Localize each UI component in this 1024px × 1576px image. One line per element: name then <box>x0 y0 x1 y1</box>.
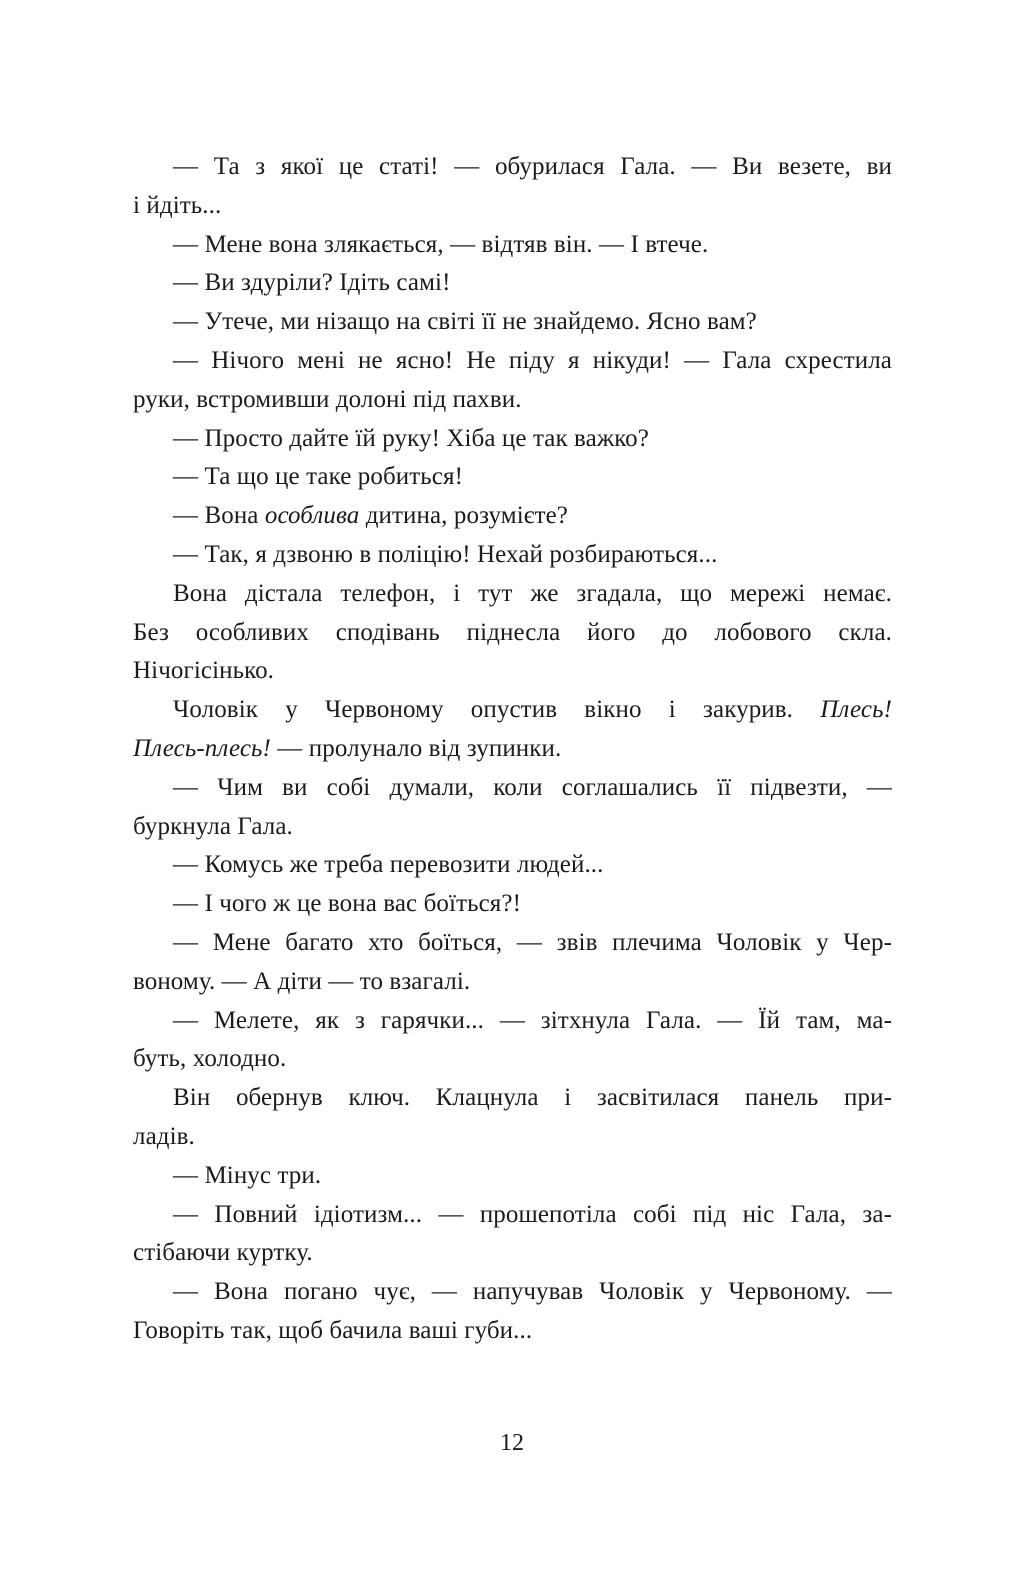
text-line <box>133 1002 892 1041</box>
text-line <box>133 342 892 381</box>
text-line <box>133 187 892 226</box>
italic-text-segment: Плесь! <box>820 696 892 724</box>
text-segment: — Повний ідіотизм... — прошепотіла собі під ніс Гала, за- <box>173 1200 892 1228</box>
text-segment: — Комусь же треба перевозити людей... <box>173 851 604 879</box>
text-segment: — Чим ви собі думали, коли соглашались її підвезти, — <box>173 773 892 801</box>
text-segment: — Вона <box>173 502 265 530</box>
text-segment: і йдіть... <box>133 191 222 219</box>
text-segment: воному. — А діти — то взагалі. <box>133 967 471 995</box>
text-line <box>133 730 892 769</box>
text-block <box>133 148 892 1351</box>
text-line <box>133 1157 892 1196</box>
text-segment: Вона дістала телефон, і тут же згадала, що мережі немає. <box>173 579 892 607</box>
text-line <box>133 1079 892 1118</box>
text-line <box>133 808 892 847</box>
text-line <box>133 1273 892 1312</box>
text-segment: руки, встромивши долоні під пахви. <box>133 385 522 413</box>
text-segment: — пролунало від зупинки. <box>270 734 562 762</box>
text-segment: Чоловік у Червоному опустив вікно і закурив. <box>173 696 821 724</box>
text-segment: — Мене вона злякається, — відтяв він. — І втече. <box>173 230 709 258</box>
page-number: 12 <box>500 1430 524 1456</box>
text-segment: Він обернув ключ. Клацнула і засвітилася панель при- <box>173 1084 892 1112</box>
text-line <box>133 381 892 420</box>
text-line <box>133 264 892 303</box>
text-line <box>133 769 892 808</box>
text-line <box>133 303 892 342</box>
text-line <box>133 1312 892 1351</box>
text-line <box>133 1040 892 1079</box>
text-segment: ладів. <box>133 1122 195 1150</box>
text-segment: Без особливих сподівань піднесла його до лобового скла. <box>133 618 892 646</box>
text-segment: Нічогісінько. <box>133 657 275 685</box>
text-segment: — Вона погано чує, — напучував Чоловік у Червоному. — <box>173 1278 892 1306</box>
text-segment: — Та з якої це статі! — обурилася Гала. — Ви везете, ви <box>173 153 892 180</box>
text-segment: — Мене багато хто боїться, — звів плечима Чоловік у Чер- <box>173 928 892 956</box>
text-segment: стібаючи куртку. <box>133 1239 313 1267</box>
text-line <box>133 846 892 885</box>
text-line <box>133 691 892 730</box>
text-line <box>133 1196 892 1235</box>
italic-text-segment: Плесь-плесь! <box>133 734 271 762</box>
text-segment: — Нічого мені не ясно! Не піду я нікуди! — Гала схрестила <box>173 346 892 374</box>
text-line <box>133 458 892 497</box>
text-line <box>133 963 892 1002</box>
text-line <box>133 924 892 963</box>
text-segment: — Так, я дзвоню в поліцію! Нехай розбираються... <box>173 540 718 568</box>
text-line <box>133 885 892 924</box>
text-line <box>133 226 892 265</box>
text-line <box>133 536 892 575</box>
text-segment: буть, холодно. <box>133 1045 287 1073</box>
text-segment: — І чого ж це вона вас боїться?! <box>173 890 522 918</box>
italic-text-segment: особлива <box>264 502 360 530</box>
text-line <box>133 575 892 614</box>
text-line <box>133 1234 892 1273</box>
text-segment: — Мелете, як з гарячки... — зітхнула Гала. — Їй там, ма- <box>173 1006 892 1034</box>
text-segment: — Мінус три. <box>173 1161 322 1189</box>
text-segment: дитина, розумієте? <box>359 502 569 530</box>
text-line <box>133 614 892 653</box>
text-segment: буркнула Гала. <box>133 812 293 840</box>
text-segment: — Ви здуріли? Ідіть самі! <box>173 269 451 297</box>
text-line <box>133 148 892 187</box>
text-segment: — Та що це таке робиться! <box>173 463 464 491</box>
text-segment: — Утече, ми нізащо на світі її не знайдемо. Ясно вам? <box>173 308 757 336</box>
text-line <box>133 652 892 691</box>
text-line <box>133 497 892 536</box>
text-segment: Говоріть так, щоб бачила ваші губи... <box>133 1316 533 1344</box>
text-line <box>133 420 892 459</box>
text-line <box>133 1118 892 1157</box>
text-segment: — Просто дайте їй руку! Хіба це так важко? <box>173 424 649 452</box>
